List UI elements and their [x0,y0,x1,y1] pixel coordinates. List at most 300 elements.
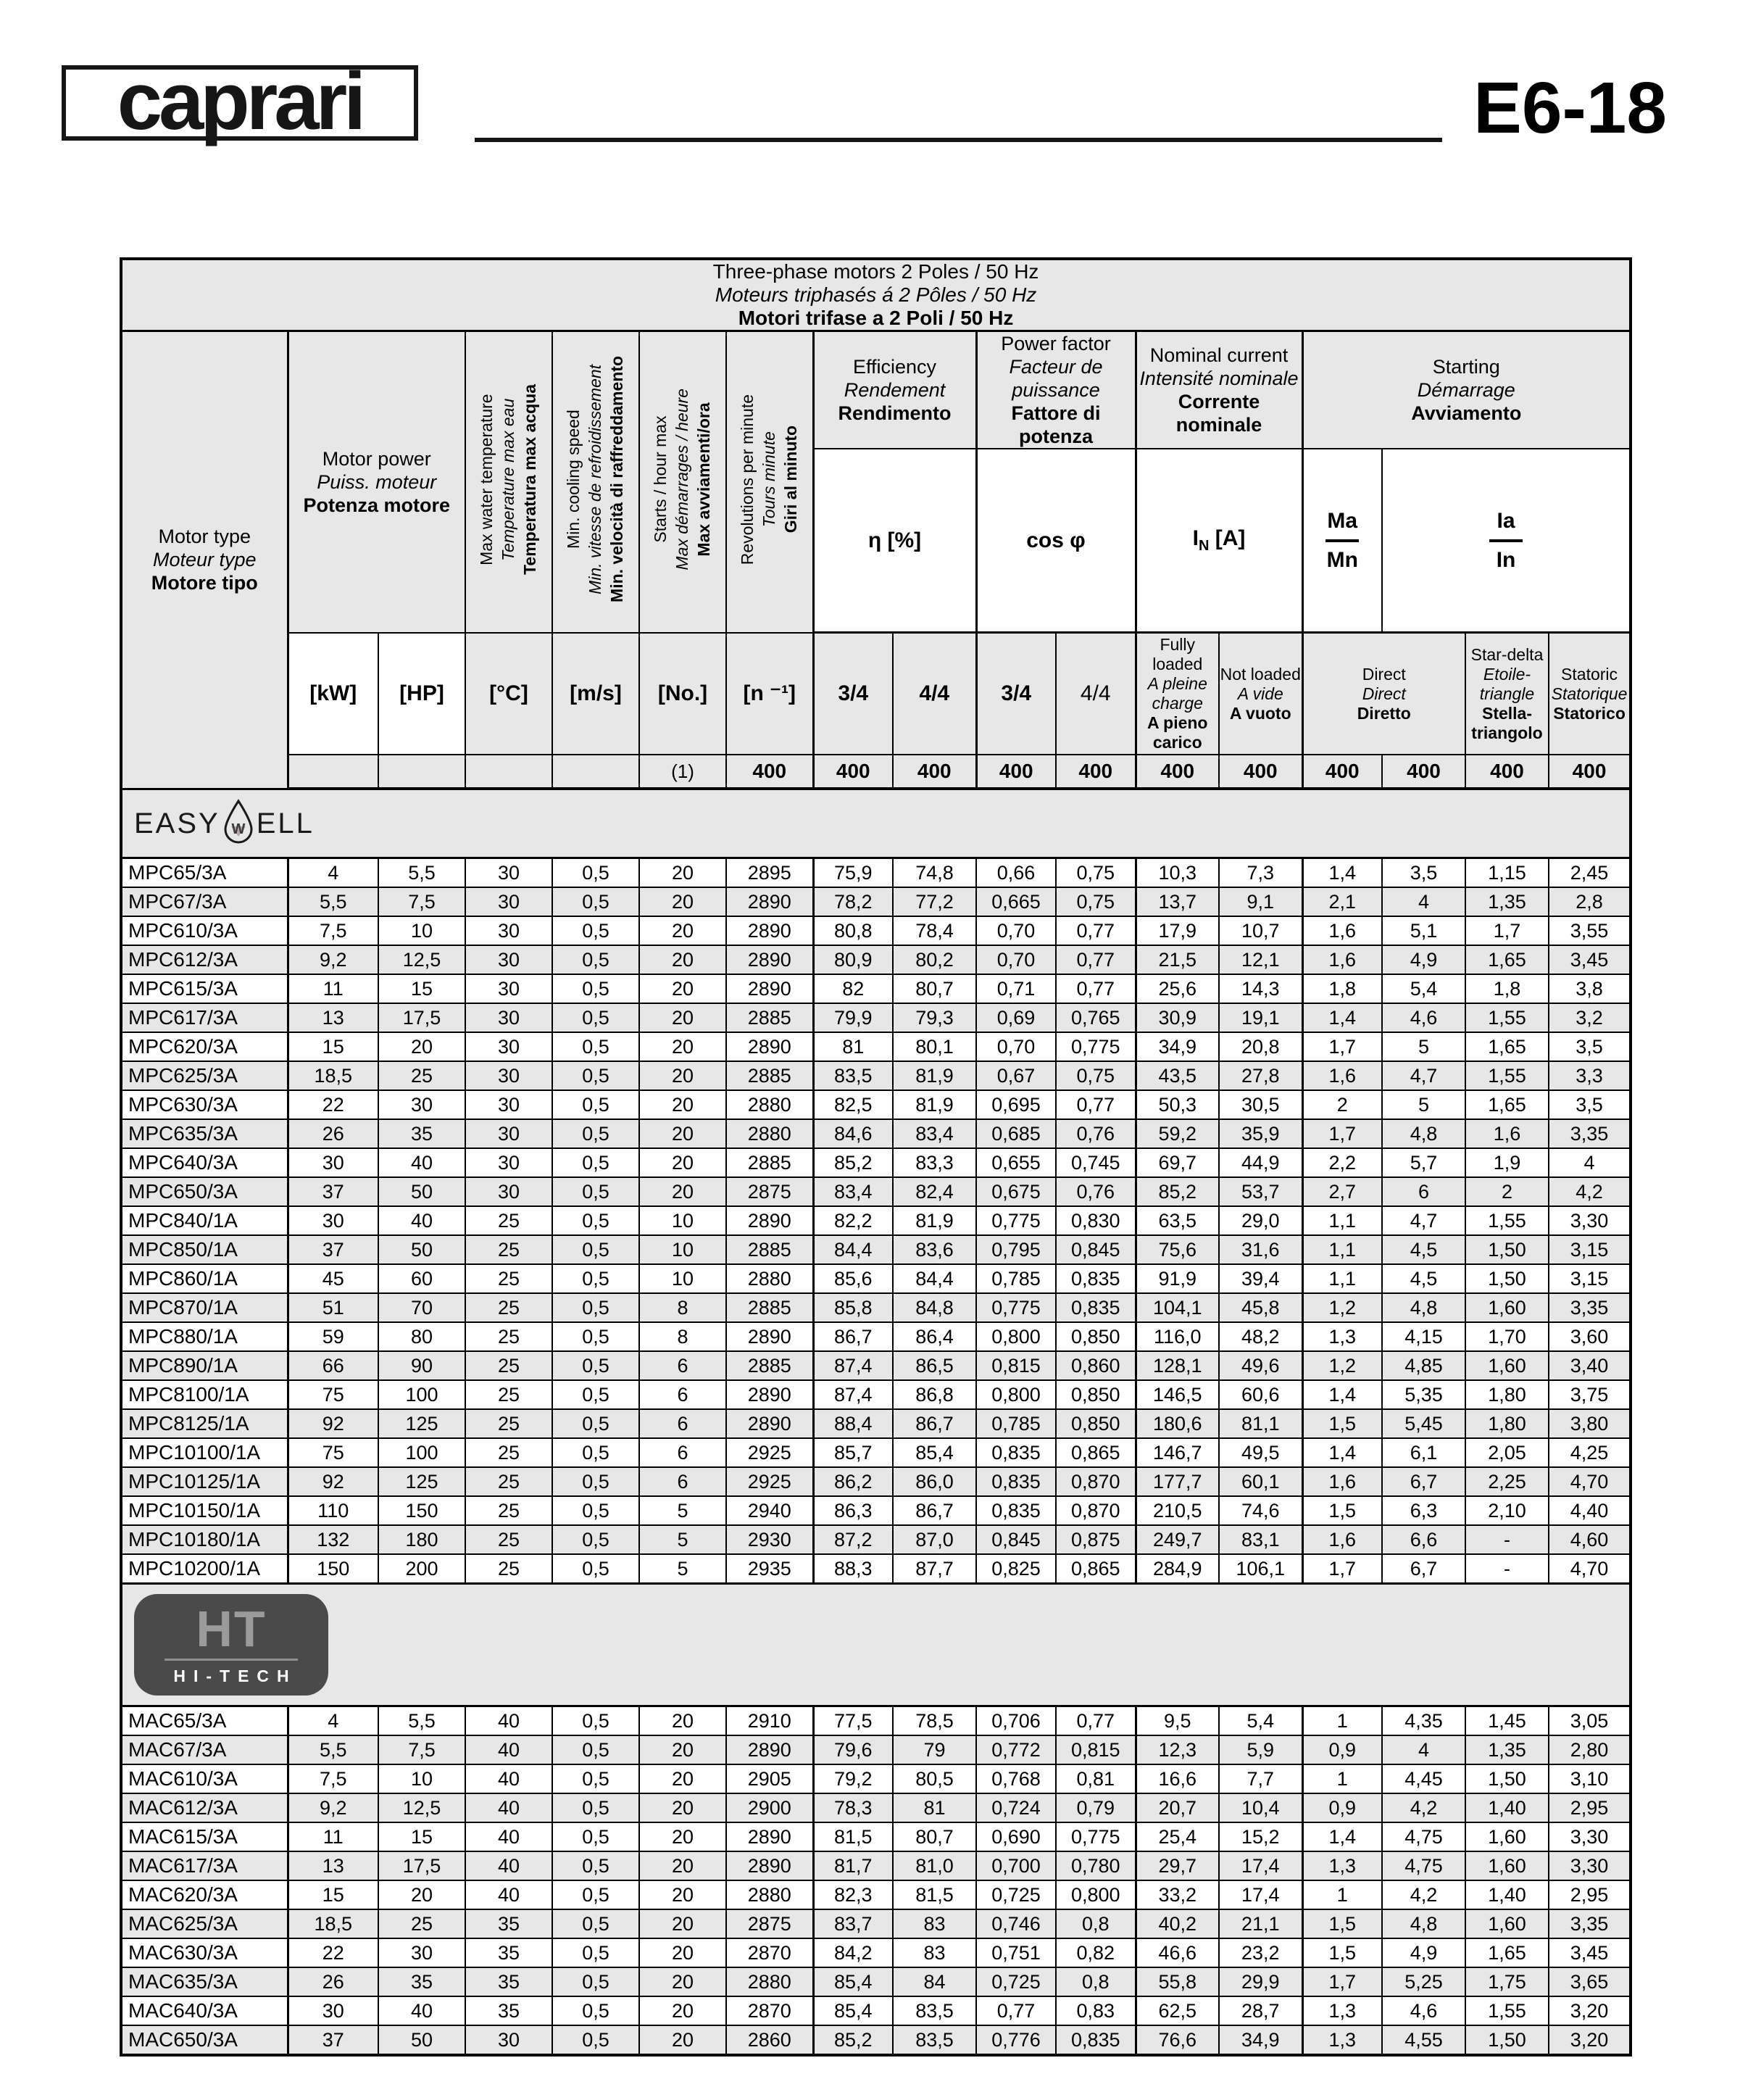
value-cell: 3,35 [1549,1909,1631,1938]
motor-type-cell: MPC65/3A [121,858,288,888]
value-cell: 0,850 [1056,1409,1136,1438]
value-cell: 20 [639,1764,726,1793]
table-row [121,1851,1631,1880]
value-cell: 0,725 [976,1967,1056,1996]
value-cell: 80,9 [813,945,893,974]
value-cell: 81,1 [1219,1409,1302,1438]
value-cell: 2890 [726,1032,813,1061]
value-cell: 0,695 [976,1090,1056,1119]
motor-type-cell: MPC840/1A [121,1206,288,1235]
value-cell: 0,875 [1056,1525,1136,1554]
max-water-temp-fr: Temperature max eau [499,398,518,561]
table-row [121,1764,1631,1793]
direct-it: Diretto [1357,703,1411,723]
table-row [121,1293,1631,1322]
min-cooling-speed-it: Min. velocità di raffreddamento [607,356,626,603]
value-cell: 0,845 [976,1525,1056,1554]
value-cell: 100 [378,1438,465,1467]
value-cell: 2 [1302,1090,1382,1119]
value-cell: 146,5 [1136,1380,1219,1409]
value-cell: 2,45 [1549,858,1631,888]
value-cell: 0,830 [1056,1206,1136,1235]
value-cell: 20 [639,858,726,888]
value-cell: 92 [288,1467,378,1496]
value-cell: 35 [465,1967,552,1996]
value-cell: 0,850 [1056,1322,1136,1351]
value-cell: 2890 [726,945,813,974]
table-row [121,1322,1631,1351]
value-cell: 4,35 [1382,1706,1465,1736]
motor-type-cell: MPC860/1A [121,1264,288,1293]
max-water-temp-en: Max water temperature [477,394,496,565]
caprari-logo [62,56,418,146]
motor-type-cell: MAC610/3A [121,1764,288,1793]
value-cell: 2890 [726,1409,813,1438]
value-cell: 5 [1382,1032,1465,1061]
motor-type-cell: MPC67/3A [121,887,288,916]
value-cell: 29,0 [1219,1206,1302,1235]
value-cell: 81,5 [893,1880,976,1909]
value-cell: 1,9 [1465,1148,1549,1177]
value-cell: 85,4 [813,1996,893,2025]
motor-spec-table [120,257,1632,2057]
value-cell: 4,5 [1382,1264,1465,1293]
value-cell: 40 [465,1822,552,1851]
value-cell: 11 [288,1822,378,1851]
value-cell: 1,5 [1302,1496,1382,1525]
value-cell: 77,5 [813,1706,893,1736]
direct-fr: Direct [1362,684,1406,703]
value-cell: 0,870 [1056,1467,1136,1496]
value-cell: 0,5 [552,916,639,945]
value-cell: 0,5 [552,1235,639,1264]
title-fr: Moteurs triphasés á 2 Pôles / 50 Hz [715,283,1037,306]
value-cell: 2900 [726,1793,813,1822]
cos-44: 4/4 [1056,633,1136,755]
value-cell: 2885 [726,1351,813,1380]
value-cell: 86,2 [813,1467,893,1496]
value-cell: 1,4 [1302,1438,1382,1467]
value-cell: 1,4 [1302,858,1382,888]
value-cell: 9,2 [288,1793,378,1822]
value-cell: 2925 [726,1467,813,1496]
value-cell: 7,5 [378,887,465,916]
motor-type-cell: MPC625/3A [121,1061,288,1090]
value-cell: 177,7 [1136,1467,1219,1496]
ma-label: Ma [1327,508,1358,533]
value-cell: 39,4 [1219,1264,1302,1293]
value-cell: 77,2 [893,887,976,916]
voltage-cell: 400 [1549,755,1631,789]
value-cell: 59,2 [1136,1119,1219,1148]
value-cell: 5 [639,1554,726,1584]
power-factor-it: Fattore di potenza [1011,402,1101,447]
value-cell: 1,7 [1302,1967,1382,1996]
motor-power-en: Motor power [322,447,431,470]
header-direct [1302,633,1465,755]
eta-44: 4/4 [893,633,976,755]
value-cell: 5,7 [1382,1148,1465,1177]
value-cell: 4,7 [1382,1061,1465,1090]
value-cell: 84,6 [813,1119,893,1148]
value-cell: 50 [378,1235,465,1264]
value-cell: 0,76 [1056,1177,1136,1206]
value-cell: 0,845 [1056,1235,1136,1264]
value-cell: 0,776 [976,2025,1056,2055]
value-cell: 0,5 [552,1706,639,1736]
value-cell: 5 [1382,1090,1465,1119]
value-cell: 0,860 [1056,1351,1136,1380]
value-cell: 86,7 [893,1409,976,1438]
value-cell: 3,2 [1549,1003,1631,1032]
value-cell: 0,775 [1056,1032,1136,1061]
value-cell: 20 [639,1822,726,1851]
value-cell: 0,5 [552,974,639,1003]
value-cell: 15,2 [1219,1822,1302,1851]
value-cell: 23,2 [1219,1938,1302,1967]
value-cell: 0,5 [552,858,639,888]
header-groups-row [121,331,1631,449]
value-cell: 30 [465,1119,552,1148]
table-title [121,259,1631,331]
nominal-current-en: Nominal current [1149,344,1289,366]
value-cell: 15 [378,1822,465,1851]
value-cell: 30,5 [1219,1090,1302,1119]
value-cell: 0,66 [976,858,1056,888]
motor-type-cell: MPC890/1A [121,1351,288,1380]
value-cell: 0,9 [1302,1735,1382,1764]
value-cell: 9,1 [1219,887,1302,916]
value-cell: 200 [378,1554,465,1584]
value-cell: 87,4 [813,1351,893,1380]
value-cell: 30 [465,1148,552,1177]
unit-kw: [kW] [288,633,378,755]
value-cell: 2930 [726,1525,813,1554]
header-not-loaded [1219,633,1302,755]
value-cell: 80,5 [893,1764,976,1793]
value-cell: 17,5 [378,1003,465,1032]
ht-logo-band [122,1585,1629,1705]
value-cell: 10,4 [1219,1793,1302,1822]
value-cell: 18,5 [288,1061,378,1090]
value-cell: 249,7 [1136,1525,1219,1554]
value-cell: 0,775 [976,1206,1056,1235]
value-cell: 0,870 [1056,1496,1136,1525]
value-cell: 6,7 [1382,1467,1465,1496]
value-cell: 7,7 [1219,1764,1302,1793]
value-cell: 4 [288,1706,378,1736]
motor-type-cell: MPC650/3A [121,1177,288,1206]
value-cell: 53,7 [1219,1177,1302,1206]
value-cell: 25 [465,1264,552,1293]
value-cell: 4,75 [1382,1822,1465,1851]
star-delta-fr: Etoile-triangle [1479,664,1535,703]
value-cell: 40 [465,1706,552,1736]
value-cell: 10 [639,1206,726,1235]
value-cell: 20 [639,1793,726,1822]
motor-type-cell: MPC615/3A [121,974,288,1003]
value-cell: 0,850 [1056,1380,1136,1409]
voltage-empty [552,755,639,789]
value-cell: 3,65 [1549,1967,1631,1996]
in-symbol-sub: N [1198,538,1210,554]
value-cell: 0,83 [1056,1996,1136,2025]
value-cell: 81,0 [893,1851,976,1880]
header-in-symbol [1136,449,1302,633]
value-cell: 5,5 [288,887,378,916]
value-cell: 0,815 [976,1351,1056,1380]
value-cell: 5 [639,1496,726,1525]
value-cell: 83,7 [813,1909,893,1938]
value-cell: 26 [288,1119,378,1148]
value-cell: 0,800 [976,1380,1056,1409]
value-cell: 6 [639,1380,726,1409]
value-cell: 20 [639,1090,726,1119]
value-cell: 37 [288,1235,378,1264]
table-row [121,1496,1631,1525]
value-cell: 4,15 [1382,1322,1465,1351]
value-cell: 25 [378,1061,465,1090]
motor-type-cell: MPC10150/1A [121,1496,288,1525]
value-cell: 30 [378,1938,465,1967]
value-cell: 6 [1382,1177,1465,1206]
value-cell: 0,5 [552,1119,639,1148]
value-cell: 110 [288,1496,378,1525]
value-cell: 25,6 [1136,974,1219,1003]
header-power-factor [976,331,1136,449]
value-cell: 150 [288,1554,378,1584]
value-cell: 0,5 [552,1409,639,1438]
value-cell: 84,2 [813,1938,893,1967]
value-cell: 0,835 [1056,2025,1136,2055]
value-cell: 1,8 [1465,974,1549,1003]
header-eta-symbol [813,449,976,633]
value-cell: 10,7 [1219,916,1302,945]
in-label: In [1496,547,1516,572]
table-row [121,1822,1631,1851]
value-cell: 40 [465,1735,552,1764]
value-cell: 25 [465,1409,552,1438]
value-cell: 81,9 [893,1090,976,1119]
value-cell: 7,5 [378,1735,465,1764]
table-row [121,1735,1631,1764]
table-row [121,1264,1631,1293]
header-ma-mn [1302,449,1382,633]
value-cell: 20 [378,1880,465,1909]
value-cell: 20 [639,1177,726,1206]
value-cell: 1,1 [1302,1206,1382,1235]
value-cell: 0,5 [552,1554,639,1584]
value-cell: 88,4 [813,1409,893,1438]
value-cell: 104,1 [1136,1293,1219,1322]
value-cell: 25 [465,1351,552,1380]
value-cell: 78,3 [813,1793,893,1822]
value-cell: 40 [465,1764,552,1793]
value-cell: 1 [1302,1764,1382,1793]
value-cell: 3,10 [1549,1764,1631,1793]
value-cell: 0,77 [1056,1706,1136,1736]
in-symbol-i: I [1192,526,1199,550]
value-cell: 12,5 [378,945,465,974]
value-cell: 81,5 [813,1822,893,1851]
value-cell: 49,6 [1219,1351,1302,1380]
header-units-row [121,633,1631,755]
motor-type-cell: MPC617/3A [121,1003,288,1032]
value-cell: 66 [288,1351,378,1380]
value-cell: 20 [639,1880,726,1909]
value-cell: 80,7 [893,1822,976,1851]
table-row [121,1119,1631,1148]
value-cell: 4,6 [1382,1996,1465,2025]
value-cell: 1,40 [1465,1793,1549,1822]
not-loaded-en: Not loaded [1220,664,1301,684]
value-cell: 2890 [726,974,813,1003]
value-cell: 3,30 [1549,1206,1631,1235]
value-cell: 1,60 [1465,1293,1549,1322]
value-cell: 78,5 [893,1706,976,1736]
voltage-cell: 400 [1382,755,1465,789]
value-cell: 4,2 [1382,1793,1465,1822]
value-cell: 1,1 [1302,1235,1382,1264]
value-cell: 5,1 [1382,916,1465,945]
value-cell: 25 [378,1909,465,1938]
value-cell: 40 [465,1851,552,1880]
value-cell: 25 [465,1554,552,1584]
value-cell: 0,685 [976,1119,1056,1148]
value-cell: 3,30 [1549,1851,1631,1880]
value-cell: 45 [288,1264,378,1293]
value-cell: 1,3 [1302,1996,1382,2025]
efficiency-fr: Rendement [844,379,946,401]
value-cell: 86,7 [813,1322,893,1351]
value-cell: 81 [893,1793,976,1822]
value-cell: 87,4 [813,1380,893,1409]
value-cell: 1,80 [1465,1380,1549,1409]
motor-type-cell: MPC10180/1A [121,1525,288,1554]
value-cell: 79,6 [813,1735,893,1764]
starts-per-hour-fr: Max démarrages / heure [673,388,692,570]
value-cell: 0,8 [1056,1909,1136,1938]
value-cell: 5,25 [1382,1967,1465,1996]
value-cell: 80,1 [893,1032,976,1061]
motor-type-cell: MAC620/3A [121,1880,288,1909]
caprari-logo-text: caprari [117,56,363,146]
value-cell: 6,1 [1382,1438,1465,1467]
value-cell: 3,5 [1382,858,1465,888]
direct-en: Direct [1362,664,1406,684]
value-cell: 0,785 [976,1409,1056,1438]
value-cell: 28,7 [1219,1996,1302,2025]
value-cell: 20 [639,1706,726,1736]
value-cell: 4,9 [1382,1938,1465,1967]
value-cell: 84,4 [893,1264,976,1293]
value-cell: 1,35 [1465,1735,1549,1764]
value-cell: 8 [639,1322,726,1351]
motor-type-cell: MPC10125/1A [121,1467,288,1496]
value-cell: 10 [639,1235,726,1264]
water-drop-icon [222,799,255,849]
cos-phi-symbol: cos φ [1026,528,1086,552]
value-cell: 33,2 [1136,1880,1219,1909]
value-cell: 30 [288,1148,378,1177]
value-cell: 1,2 [1302,1351,1382,1380]
value-cell: 20 [639,1061,726,1090]
rpm-en: Revolutions per minute [737,394,757,565]
value-cell: 2885 [726,1293,813,1322]
value-cell: 1,65 [1465,945,1549,974]
table-row [121,1061,1631,1090]
value-cell: 49,5 [1219,1438,1302,1467]
min-cooling-speed-fr: Min. vitesse de refroidissement [586,364,605,594]
value-cell: 1,80 [1465,1409,1549,1438]
efficiency-en: Efficiency [852,356,937,378]
value-cell: 1,50 [1465,1764,1549,1793]
value-cell: 0,5 [552,1793,639,1822]
value-cell: 3,05 [1549,1706,1631,1736]
value-cell: 2 [1465,1177,1549,1206]
value-cell: 85,2 [813,1148,893,1177]
value-cell: 35,9 [1219,1119,1302,1148]
value-cell: 0,5 [552,1909,639,1938]
motor-type-fr: Moteur type [152,549,257,571]
value-cell: 1,65 [1465,1938,1549,1967]
value-cell: 83,4 [813,1177,893,1206]
value-cell: 12,3 [1136,1735,1219,1764]
value-cell: 6,6 [1382,1525,1465,1554]
value-cell: 1,45 [1465,1706,1549,1736]
value-cell: 30 [465,1090,552,1119]
value-cell: 20 [378,1032,465,1061]
voltage-cell: 400 [1219,755,1302,789]
value-cell: 5,9 [1219,1735,1302,1764]
value-cell: 2880 [726,1880,813,1909]
starting-it: Avviamento [1411,402,1522,424]
value-cell: 0,77 [1056,974,1136,1003]
value-cell: 2885 [726,1061,813,1090]
value-cell: 30 [288,1996,378,2025]
table-row [121,1090,1631,1119]
value-cell: 1,15 [1465,858,1549,888]
unit-celsius: [°C] [465,633,552,755]
table-row [121,1880,1631,1909]
value-cell: 0,5 [552,2025,639,2055]
value-cell: 0,835 [976,1467,1056,1496]
value-cell: 40 [465,1793,552,1822]
table-row [121,974,1631,1003]
value-cell: 83,5 [893,1996,976,2025]
fully-loaded-fr: A pleine charge [1147,674,1207,713]
value-cell: 0,8 [1056,1967,1136,1996]
table-row [121,1032,1631,1061]
value-cell: 21,1 [1219,1909,1302,1938]
value-cell: 82,2 [813,1206,893,1235]
not-loaded-it: A vuoto [1229,703,1291,723]
value-cell: 30 [465,2025,552,2055]
ia-label: Ia [1497,508,1515,533]
value-cell: 1,50 [1465,1264,1549,1293]
value-cell: 2890 [726,916,813,945]
value-cell: 2875 [726,1909,813,1938]
value-cell: 83 [893,1938,976,1967]
value-cell: 4,25 [1549,1438,1631,1467]
value-cell: 76,6 [1136,2025,1219,2055]
value-cell: 5,5 [378,858,465,888]
voltage-cell: 400 [976,755,1056,789]
value-cell: 14,3 [1219,974,1302,1003]
value-cell: 3,45 [1549,1938,1631,1967]
motor-type-cell: MAC612/3A [121,1793,288,1822]
value-cell: 20 [639,1148,726,1177]
